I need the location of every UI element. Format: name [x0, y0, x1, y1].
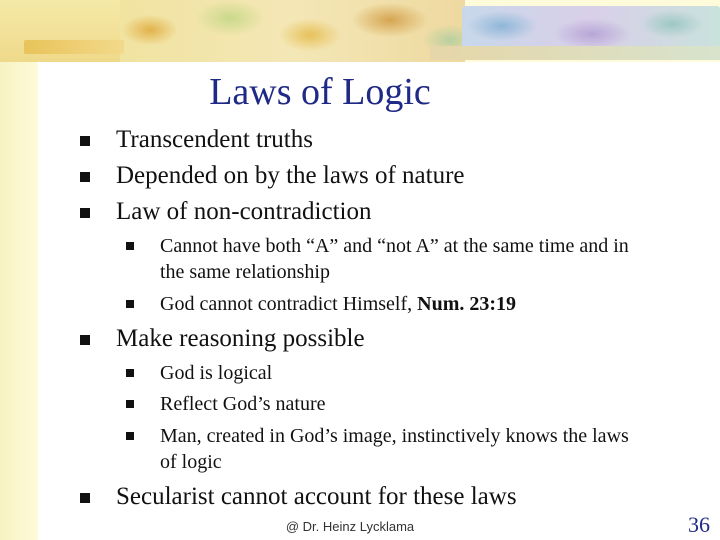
bullet-text: Depended on by the laws of nature [116, 162, 465, 189]
bullet-square-icon [126, 300, 134, 308]
bullet-text: Man, created in God’s image, instinctively knows the laws of logic [160, 425, 629, 473]
bullet-item [116, 194, 371, 230]
bullet-square-icon [80, 208, 90, 218]
slide-title: Laws of Logic [209, 71, 431, 113]
sub-bullet-item [160, 360, 650, 386]
bullet-item [116, 479, 517, 515]
footer-author: @ Dr. Heinz Lycklama [285, 519, 415, 534]
bullet-square-icon [80, 335, 90, 345]
bullet-text: Law of non-contradiction [116, 198, 372, 225]
sub-bullet-item [160, 233, 650, 285]
sub-bullet-item [160, 291, 650, 317]
bullet-text: Make reasoning possible [116, 325, 365, 352]
bullet-text: Secularist cannot account for these laws [116, 483, 517, 510]
bullet-square-icon [80, 136, 90, 146]
bullet-text: Transcendent truths [116, 126, 313, 153]
bullet-square-icon [80, 493, 90, 503]
bullet-square-icon [126, 432, 134, 440]
page-number: 36 [688, 512, 710, 537]
sub-bullet-item [160, 391, 650, 417]
bullet-square-icon [126, 369, 134, 377]
bullet-text: God is logical [160, 362, 273, 384]
bullet-square-icon [126, 242, 134, 250]
scripture-reference: Num. 23:19 [417, 293, 517, 315]
bullet-square-icon [80, 172, 90, 182]
bullet-square-icon [126, 400, 134, 408]
bullet-item [116, 158, 465, 194]
sub-bullet-item [160, 423, 650, 475]
bullet-item [116, 321, 365, 357]
bullet-text: God cannot contradict Himself, [160, 293, 418, 315]
bullet-item [116, 122, 313, 158]
bullet-text: Cannot have both “A” and “not A” at the same time and in the same relationship [160, 235, 629, 283]
bullet-text: Reflect God’s nature [160, 393, 326, 415]
